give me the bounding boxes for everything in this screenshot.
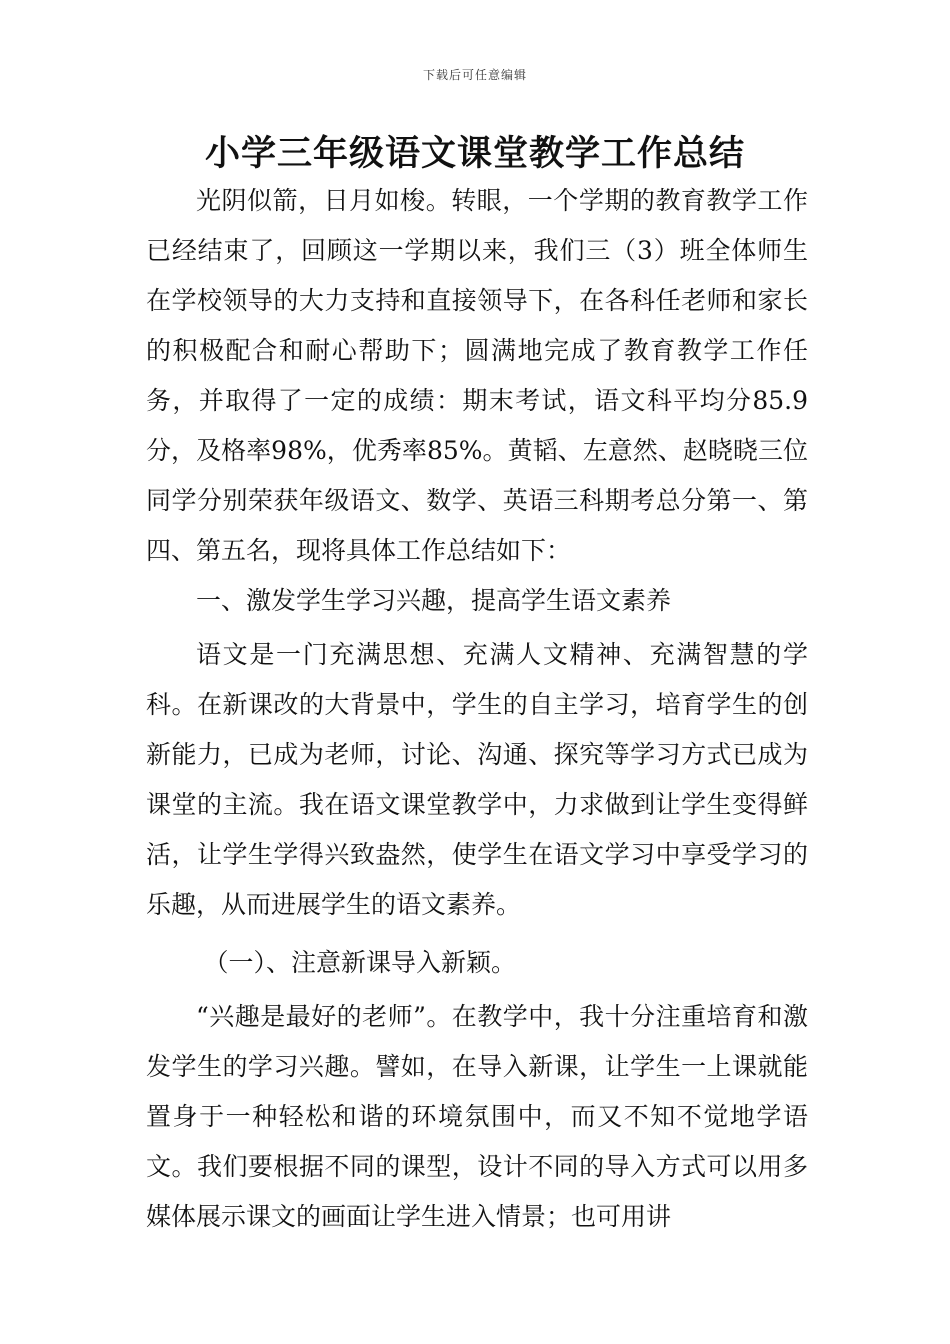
section-heading-1: 一、激发学生学习兴趣，提高学生语文素养 [196,586,672,615]
subsection-heading-1: （一）、注意新课导入新颖。 [203,948,517,977]
document-title: 小学三年级语文课堂教学工作总结 [204,134,745,174]
paragraph-intro: 光阴似箭，日月如梭。转眼，一个学期的教育教学工作已经结束了，回顾这一学期以来，我们三（3）班全体师生在学校领导的大力支持和直接领导下，在各科任老师和家长的积极配合和耐心帮助下；圆满地完成了教育教学工作任务，并取得了一定的成绩：期末考试，语文科平均分85.9分，及格率98%，优秀率85%。黄韬、左意然、赵晓晓三位同学分别荣获年级语文、数学、英语三科期考总分第一、第四、第五名，现将具体工作总结如下： [146,186,808,565]
paragraph-subsection-1: “兴趣是最好的老师”。在教学中，我十分注重培育和激发学生的学习兴趣。譬如，在导入新课，让学生一上课就能置身于一种轻松和谐的环境氛围中，而又不知不觉地学语文。我们要根据不同的课型，设计不同的导入方式可以用多媒体展示课文的画面让学生进入情景；也可用讲 [146,1002,808,1231]
paragraph-section-1: 语文是一门充满思想、充满人文精神、充满智慧的学科。在新课改的大背景中，学生的自主学习，培育学生的创新能力，已成为老师，讨论、沟通、探究等学习方式已成为课堂的主流。我在语文课堂教学中，力求做到让学生变得鲜活，让学生学得兴致盎然，使学生在语文学习中享受学习的乐趣，从而进展学生的语文素养。 [146,640,808,919]
header-note: 下载后可任意编辑 [422,68,527,82]
document-body [146,176,808,1242]
